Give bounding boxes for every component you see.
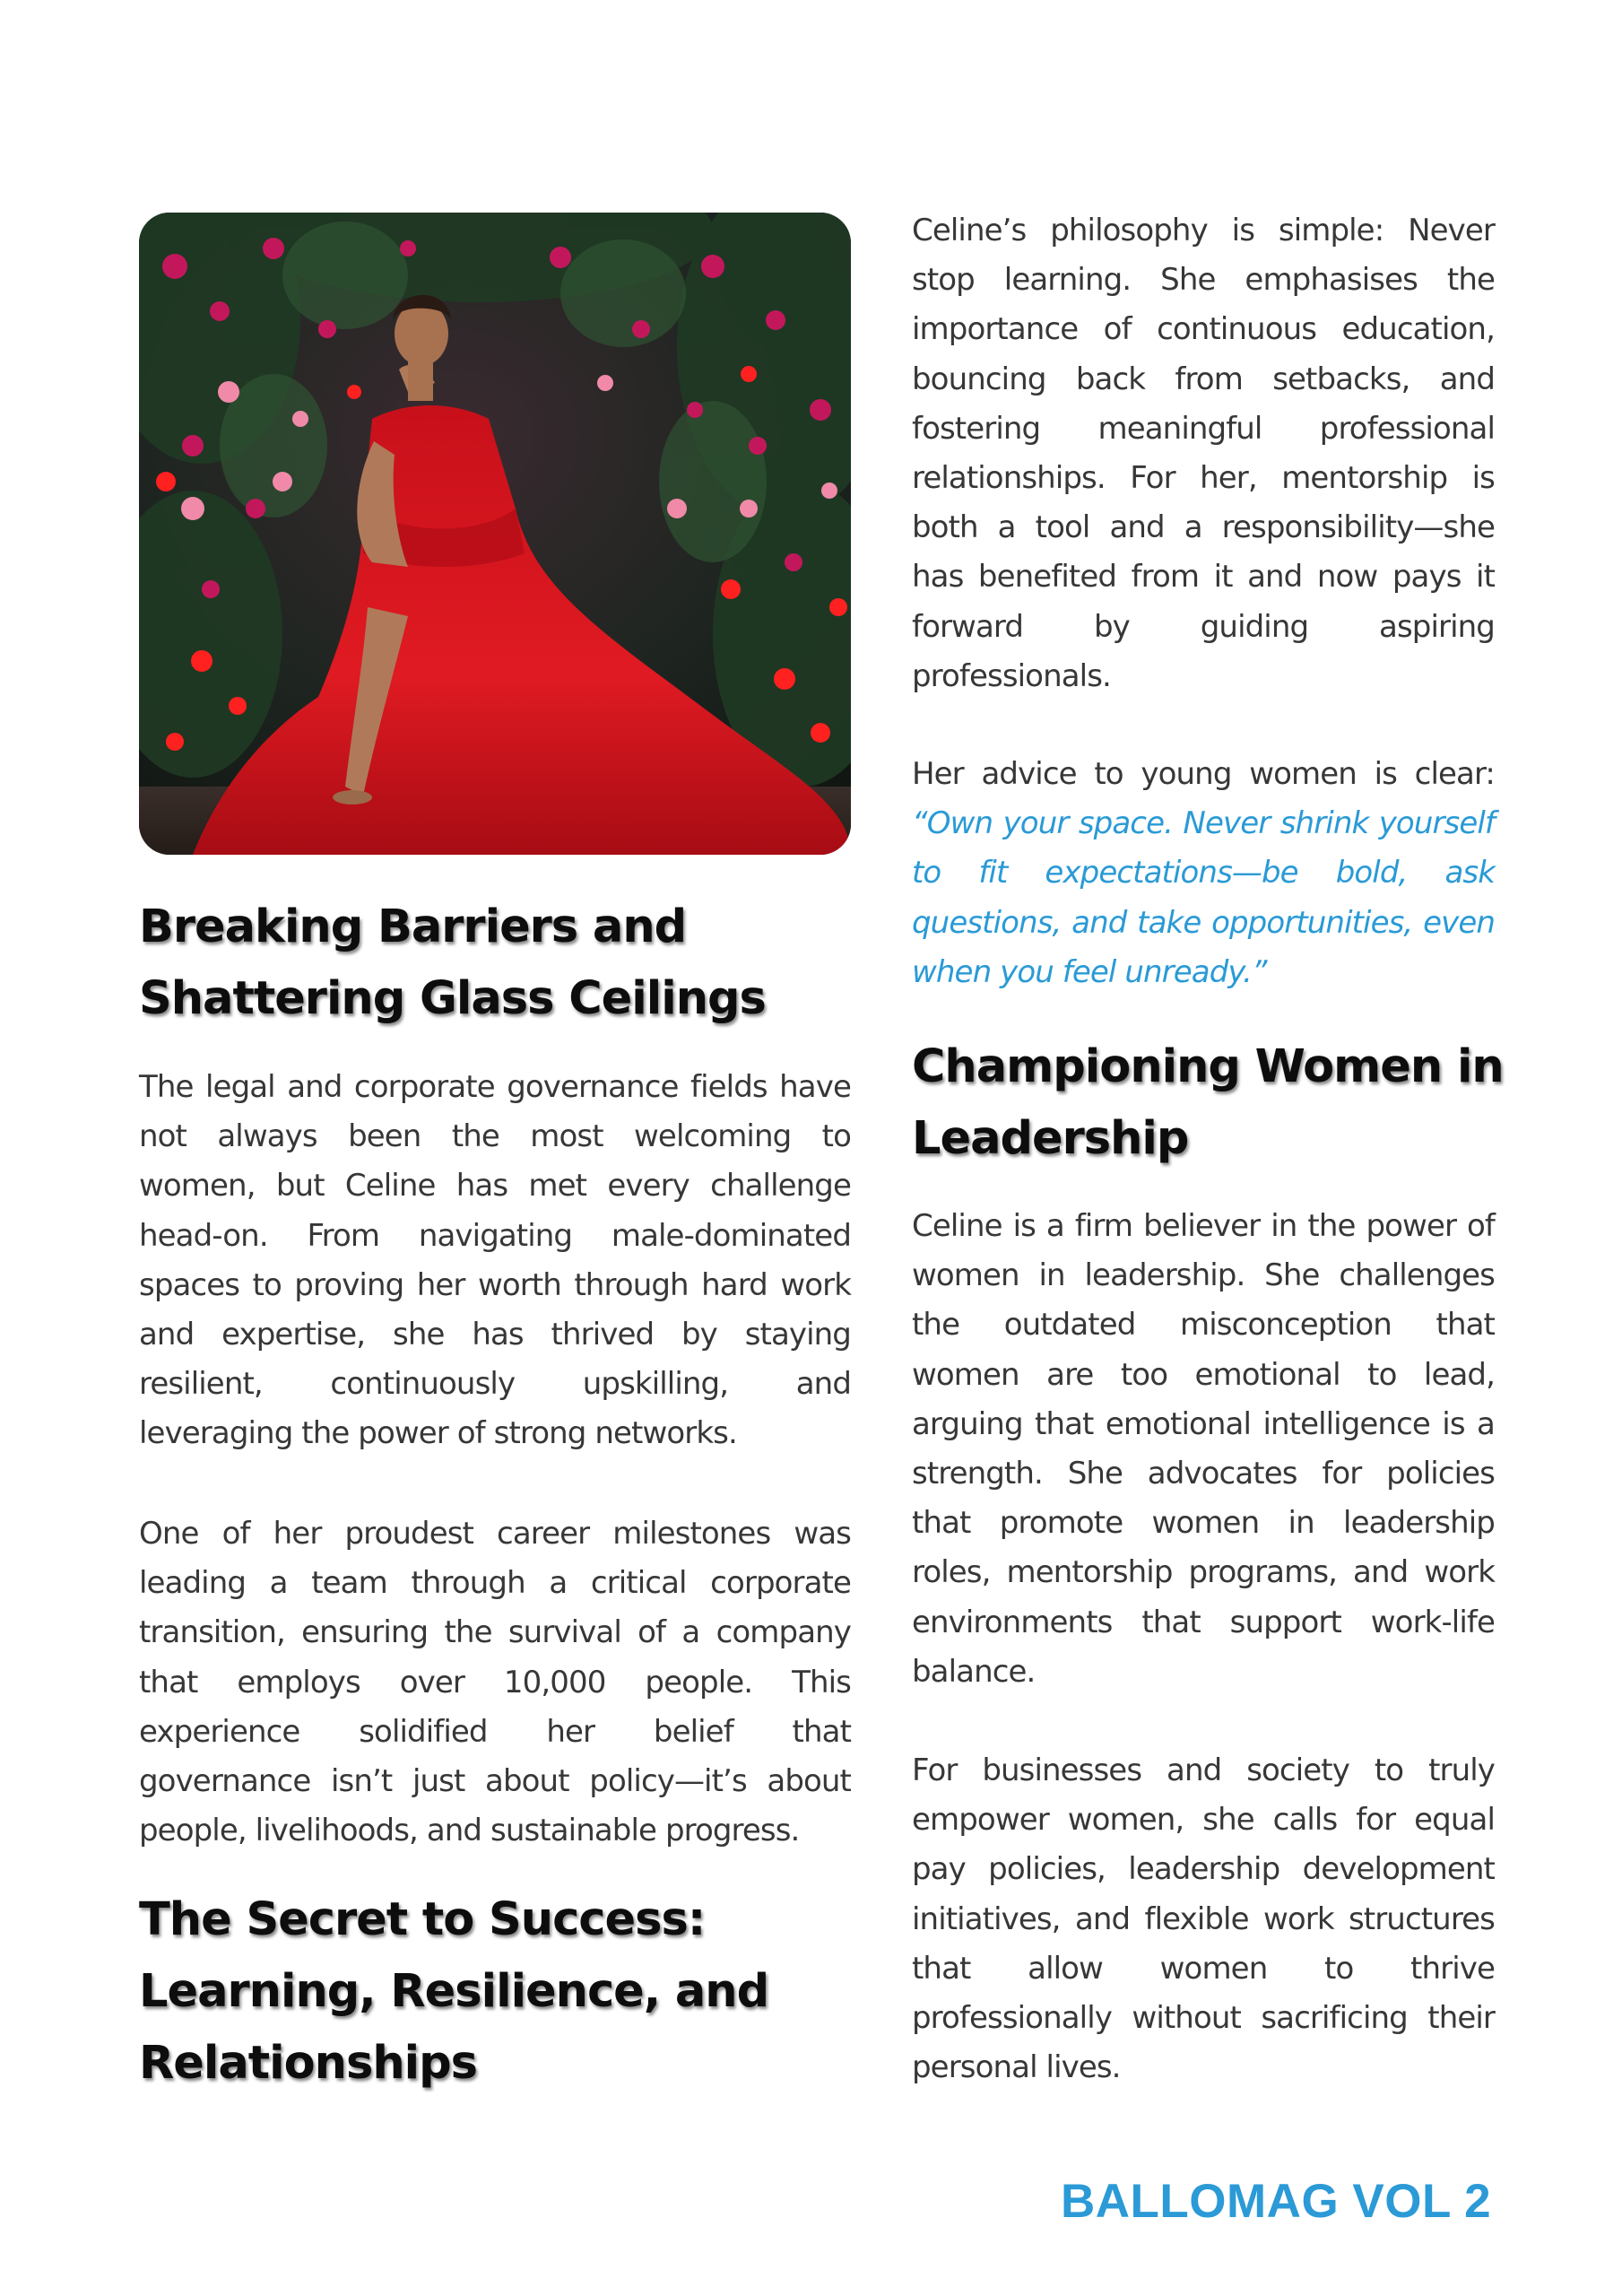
- text-line: forward by guiding aspiring: [912, 608, 1495, 645]
- portrait-photo-woman-in-red-gown-icon: [139, 213, 851, 855]
- paragraph-advice: [912, 750, 1495, 997]
- text-line: importance of continuous education,: [912, 311, 1495, 348]
- quote-line: questions, and take opportunities, even: [912, 904, 1495, 941]
- text-line: has benefited from it and now pays it: [912, 559, 1495, 596]
- text-line: initiatives, and flexible work structures: [912, 1900, 1495, 1937]
- text-line: that allow women to thrive: [912, 1950, 1495, 1987]
- paragraph-philosophy: [912, 206, 1495, 701]
- text-line: leading a team through a critical corporate: [139, 1565, 851, 1602]
- paragraph-legal-governance: [139, 1063, 851, 1459]
- text-line: women are too emotional to lead,: [912, 1356, 1495, 1393]
- text-line: Her advice to young women is clear:: [912, 756, 1495, 792]
- text-line: people, livelihoods, and sustainable progress.: [139, 1813, 800, 1849]
- text-line: professionally without sacrificing their: [912, 2000, 1495, 2037]
- heading-line: Relationships: [139, 2037, 477, 2090]
- magazine-footer-label: BALLOMAG VOL 2: [1061, 2175, 1492, 2228]
- text-line: that employs over 10,000 people. This: [139, 1664, 851, 1700]
- paragraph-women-leadership: [912, 1202, 1495, 1697]
- text-line: pay policies, leadership development: [912, 1851, 1495, 1888]
- text-line: both a tool and a responsibility—she: [912, 509, 1495, 546]
- text-line: experience solidified her belief that: [139, 1713, 851, 1750]
- quote-line: to fit expectations—be bold, ask: [912, 855, 1495, 891]
- heading-line: The Secret to Success:: [139, 1893, 706, 1946]
- heading-line: Leadership: [912, 1112, 1189, 1165]
- text-line: strength. She advocates for policies: [912, 1456, 1495, 1492]
- text-line: and expertise, she has thrived by staying: [139, 1317, 851, 1353]
- text-line: stop learning. She emphasises the: [912, 262, 1495, 299]
- text-line: For businesses and society to truly: [912, 1752, 1495, 1788]
- text-line: bouncing back from setbacks, and: [912, 361, 1495, 397]
- text-line: relationships. For her, mentorship is: [912, 460, 1495, 497]
- text-line: environments that support work-life: [912, 1604, 1495, 1640]
- quote-line: when you feel unready.”: [912, 953, 1267, 990]
- text-line: the outdated misconception that: [912, 1307, 1495, 1344]
- heading-line: Learning, Resilience, and: [139, 1965, 769, 2018]
- text-line: spaces to proving her worth through hard work: [139, 1266, 851, 1303]
- paragraph-business-society: [912, 1746, 1495, 2092]
- portrait-photo: [139, 213, 851, 855]
- text-line: women in leadership. She challenges: [912, 1257, 1495, 1294]
- heading-line: Championing Women in: [912, 1040, 1504, 1093]
- paragraph-career-milestone: [139, 1509, 851, 1856]
- text-line: personal lives.: [912, 2049, 1121, 2086]
- text-line: leveraging the power of strong networks.: [139, 1415, 737, 1452]
- text-line: resilient, continuously upskilling, and: [139, 1366, 851, 1403]
- text-line: Celine is a firm believer in the power of: [912, 1208, 1495, 1244]
- quote-line: “Own your space. Never shrink yourself: [912, 805, 1495, 842]
- heading-breaking-barriers: [139, 891, 766, 1035]
- text-line: transition, ensuring the survival of a company: [139, 1614, 851, 1651]
- text-line: empower women, she calls for equal: [912, 1802, 1495, 1839]
- text-line: One of her proudest career milestones was: [139, 1516, 851, 1552]
- heading-championing-women: [912, 1031, 1504, 1175]
- text-line: that promote women in leadership: [912, 1505, 1495, 1542]
- text-line: governance isn’t just about policy—it’s about: [139, 1763, 851, 1800]
- text-line: women, but Celine has met every challenge: [139, 1168, 851, 1205]
- heading-secret-to-success: [139, 1884, 768, 2100]
- text-line: fostering meaningful professional: [912, 410, 1495, 447]
- text-line: not always been the most welcoming to: [139, 1118, 851, 1155]
- text-line: Celine’s philosophy is simple: Never: [912, 213, 1495, 248]
- text-line: The legal and corporate governance fields have: [139, 1069, 851, 1105]
- heading-line: Breaking Barriers and: [139, 900, 687, 953]
- text-line: head-on. From navigating male-dominated: [139, 1217, 851, 1254]
- text-line: roles, mentorship programs, and work: [912, 1554, 1495, 1591]
- text-line: arguing that emotional intelligence is a: [912, 1405, 1495, 1442]
- text-line: professionals.: [912, 657, 1111, 694]
- text-line: balance.: [912, 1653, 1036, 1690]
- heading-line: Shattering Glass Ceilings: [139, 972, 766, 1025]
